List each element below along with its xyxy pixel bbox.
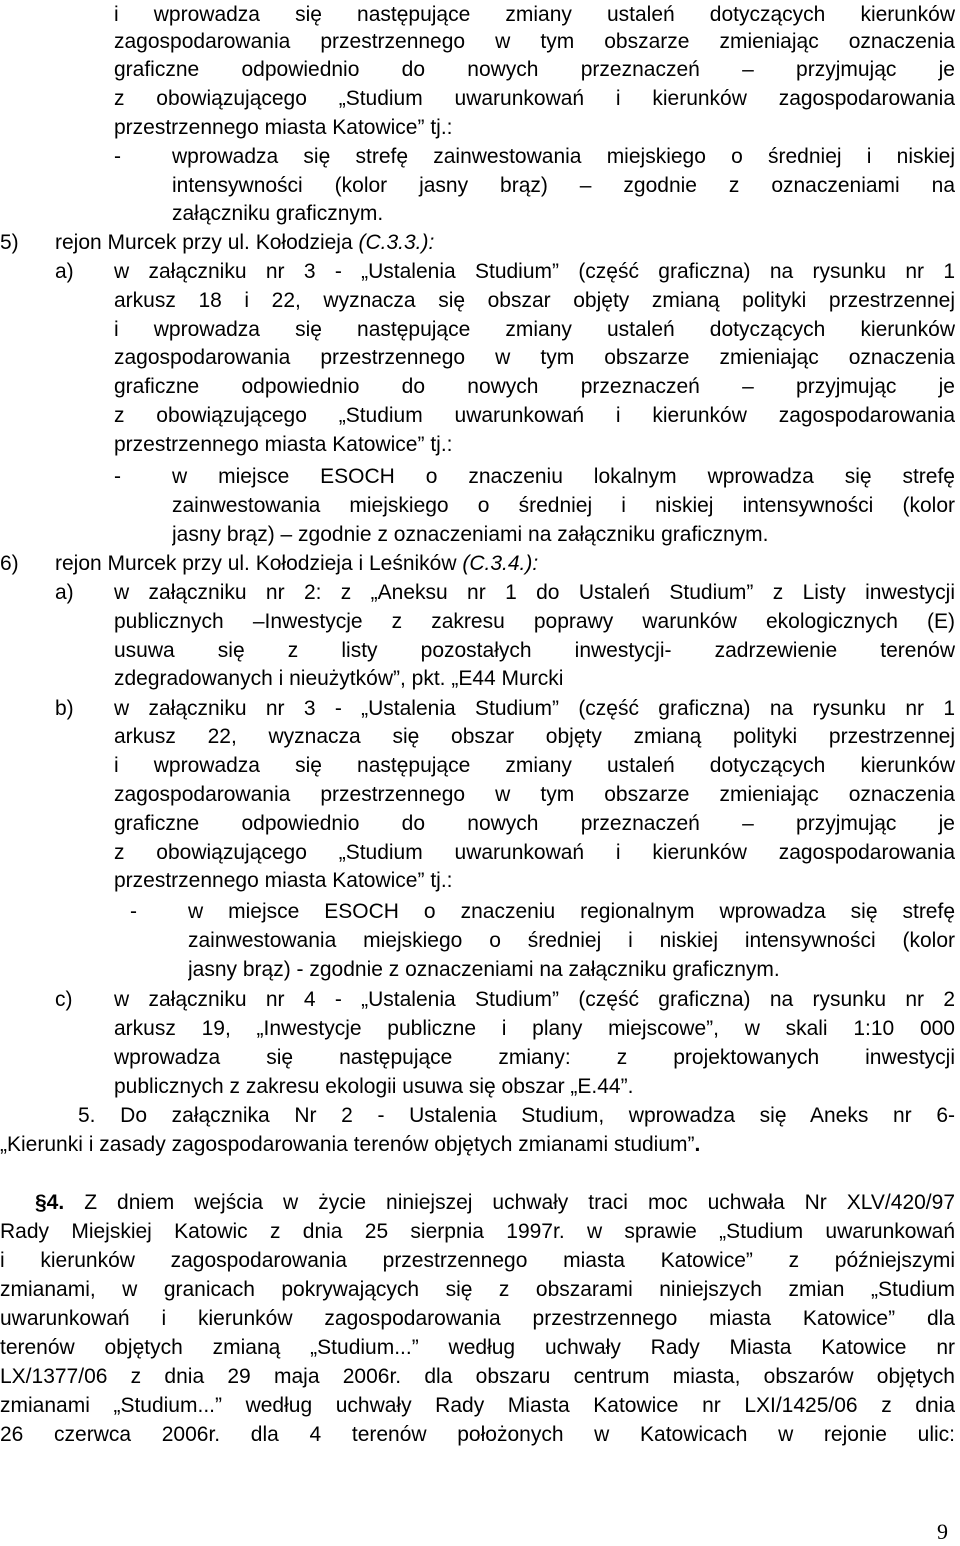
list-number: 6) bbox=[0, 552, 19, 575]
list-letter: a) bbox=[55, 260, 74, 283]
text-line: w załączniku nr 2: z „Aneksu nr 1 do Ustaleń Studium” z Listy inwestycji bbox=[114, 581, 955, 604]
text-line: z obowiązującego „Studium uwarunkowań i kierunków zagospodarowania bbox=[114, 404, 955, 427]
text-line: zagospodarowania przestrzennego w tym obszarze zmieniając oznaczenia bbox=[114, 783, 955, 806]
text-line: w załączniku nr 4 - „Ustalenia Studium” (część graficzna) na rysunku nr 2 bbox=[114, 988, 955, 1011]
text-line: Rady Miejskiej Katowic z dnia 25 sierpnia 1997r. w sprawie „Studium uwarunkowań bbox=[0, 1220, 955, 1243]
text-line: z obowiązującego „Studium uwarunkowań i kierunków zagospodarowania bbox=[114, 841, 955, 864]
text-line: i kierunków zagospodarowania przestrzennego miasta Katowice” z późniejszymi bbox=[0, 1249, 955, 1272]
list-dash: - bbox=[114, 145, 121, 168]
text-line: publicznych z zakresu ekologii usuwa się obszar „E.44”. bbox=[114, 1075, 634, 1098]
text-line: usuwa się z listy pozostałych inwestycji- zadrzewienie terenów bbox=[114, 639, 955, 662]
text-line: zagospodarowania przestrzennego w tym obszarze zmieniając oznaczenia bbox=[114, 346, 955, 369]
text-line: załączniku graficznym. bbox=[172, 202, 384, 225]
text-line: zagospodarowania przestrzennego w tym obszarze zmieniając oznaczenia bbox=[114, 30, 955, 53]
paragraph-first-line: §4. Z dniem wejścia w życie niniejszej uchwały traci moc uchwała Nr XLV/420/97 bbox=[35, 1191, 955, 1214]
text-line: zdegradowanych i nieużytków”, pkt. „E44 Murcki bbox=[114, 667, 564, 690]
text-line: w miejsce ESOCH o znaczeniu regionalnym wprowadza się strefę bbox=[188, 900, 955, 923]
text-line: w miejsce ESOCH o znaczeniu lokalnym wprowadza się strefę bbox=[172, 465, 955, 488]
text-line: arkusz 19, „Inwestycje publiczne i plany miejscowe”, w skali 1:10 000 bbox=[114, 1017, 955, 1040]
text-line: przestrzennego miasta Katowice” tj.: bbox=[114, 869, 453, 892]
text-line: zmianami „Studium...” według uchwały Rady Miasta Katowice nr LXI/1425/06 z dnia bbox=[0, 1394, 955, 1417]
section-heading: rejon Murcek przy ul. Kołodzieja (C.3.3.): bbox=[55, 231, 435, 254]
text-line: przestrzennego miasta Katowice” tj.: bbox=[114, 433, 453, 456]
text-line: 26 czerwca 2006r. dla 4 terenów położonych w Katowicach w rejonie ulic: bbox=[0, 1423, 955, 1446]
list-letter: b) bbox=[55, 697, 74, 720]
list-number: 5) bbox=[0, 231, 19, 254]
text-line: jasny brąz) – zgodnie z oznaczeniami na załączniku graficznym. bbox=[172, 523, 769, 546]
text-line: LX/1377/06 z dnia 29 maja 2006r. dla obszaru centrum miasta, obszarów objętych bbox=[0, 1365, 955, 1388]
text-line: terenów objętych zmianą „Studium...” według uchwały Rady Miasta Katowice nr bbox=[0, 1336, 955, 1359]
text-line: graficzne odpowiednio do nowych przeznaczeń – przyjmując je bbox=[114, 812, 955, 835]
text-line: wprowadza się następujące zmiany: z projektowanych inwestycji bbox=[114, 1046, 955, 1069]
text-line: zainwestowania miejskiego o średniej i niskiej intensywności (kolor bbox=[172, 494, 955, 517]
list-dash: - bbox=[130, 900, 137, 923]
text-line: zmianami, w granicach pokrywających się z obszarami niniejszych zmian „Studium bbox=[0, 1278, 955, 1301]
list-letter: a) bbox=[55, 581, 74, 604]
text-line: i wprowadza się następujące zmiany ustaleń dotyczących kierunków bbox=[114, 754, 955, 777]
page-number: 9 bbox=[937, 1519, 948, 1544]
text-line: 5. Do załącznika Nr 2 - Ustalenia Studium, wprowadza się Aneks nr 6- bbox=[78, 1104, 955, 1127]
text-line: i wprowadza się następujące zmiany ustaleń dotyczących kierunków bbox=[114, 3, 955, 26]
list-letter: c) bbox=[55, 988, 73, 1011]
text-line: arkusz 18 i 22, wyznacza się obszar objęty zmianą polityki przestrzennej bbox=[114, 289, 955, 312]
list-dash: - bbox=[114, 465, 121, 488]
text-line: graficzne odpowiednio do nowych przeznaczeń – przyjmując je bbox=[114, 58, 955, 81]
text-line: i wprowadza się następujące zmiany ustaleń dotyczących kierunków bbox=[114, 318, 955, 341]
text-line: jasny brąz) - zgodnie z oznaczeniami na załączniku graficznym. bbox=[188, 958, 780, 981]
text-line: w załączniku nr 3 - „Ustalenia Studium” (część graficzna) na rysunku nr 1 bbox=[114, 697, 955, 720]
section-heading: rejon Murcek przy ul. Kołodzieja i Leśników (C.3.4.): bbox=[55, 552, 539, 575]
text-line: uwarunkowań i kierunków zagospodarowania przestrzennego miasta Katowice” dla bbox=[0, 1307, 955, 1330]
section-symbol: §4. bbox=[35, 1191, 65, 1214]
text-line: publicznych –Inwestycje z zakresu poprawy warunków ekologicznych (E) bbox=[114, 610, 955, 633]
text-line: intensywności (kolor jasny brąz) – zgodnie z oznaczeniami na bbox=[172, 174, 955, 197]
text-line: arkusz 22, wyznacza się obszar objęty zmianą polityki przestrzennej bbox=[114, 725, 955, 748]
text-line: z obowiązującego „Studium uwarunkowań i kierunków zagospodarowania bbox=[114, 87, 955, 110]
text-line: „Kierunki i zasady zagospodarowania terenów objętych zmianami studium”. bbox=[0, 1133, 701, 1156]
text-line: zainwestowania miejskiego o średniej i niskiej intensywności (kolor bbox=[188, 929, 955, 952]
text-line: przestrzennego miasta Katowice” tj.: bbox=[114, 116, 453, 139]
text-line: wprowadza się strefę zainwestowania miejskiego o średniej i niskiej bbox=[172, 145, 955, 168]
text-line: w załączniku nr 3 - „Ustalenia Studium” (część graficzna) na rysunku nr 1 bbox=[114, 260, 955, 283]
text-line: graficzne odpowiednio do nowych przeznaczeń – przyjmując je bbox=[114, 375, 955, 398]
